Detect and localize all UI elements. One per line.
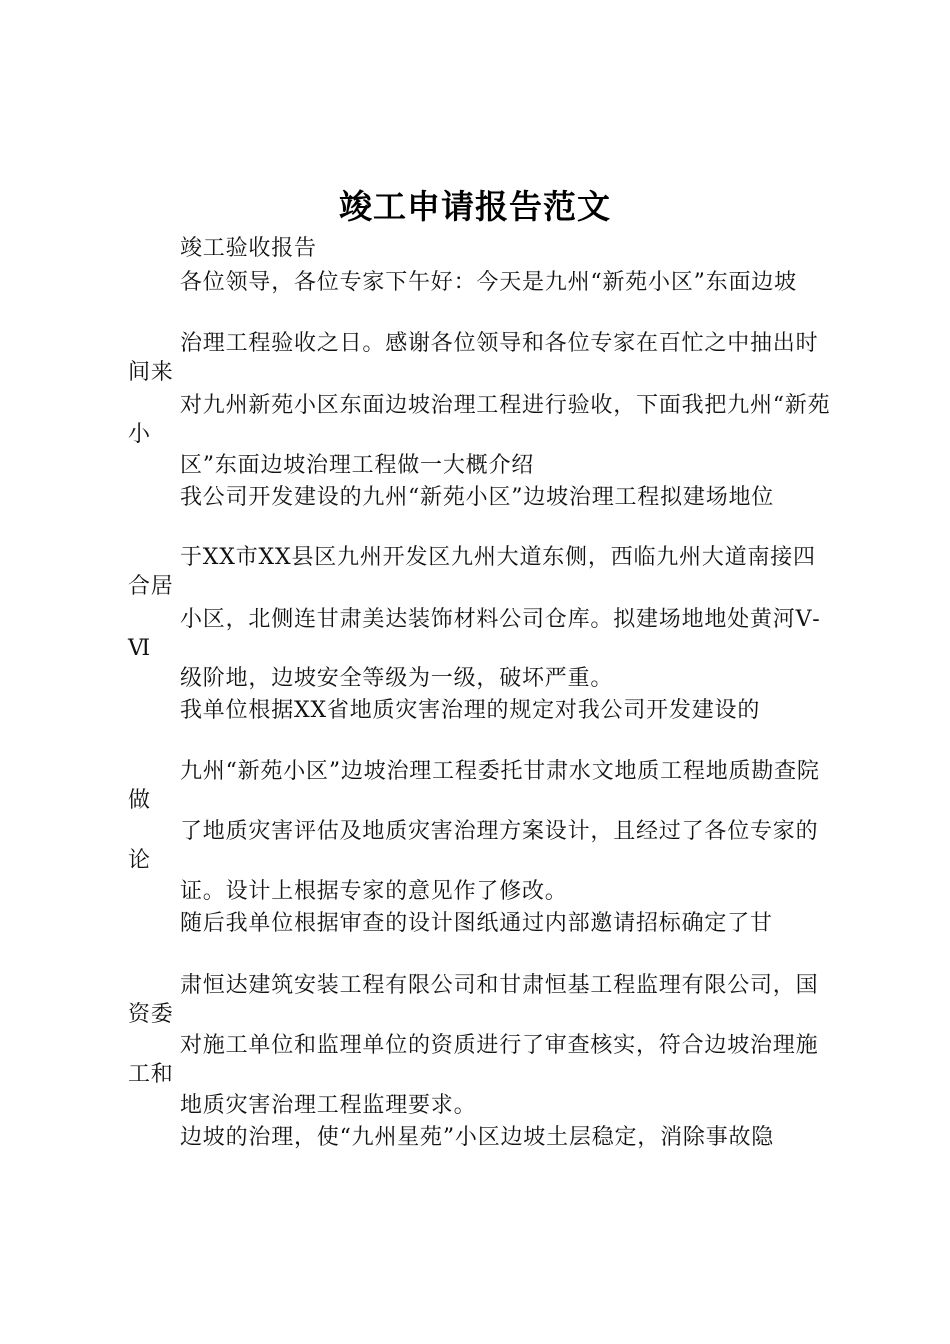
paragraph-12: 了地质灾害评估及地质灾害治理方案设计，且经过了各位专家的论 [128,819,819,873]
paragraph-1: 竣工验收报告 [180,236,317,261]
paragraph-15: 肃恒达建筑安装工程有限公司和甘肃恒基工程监理有限公司，国资委 [128,973,819,1027]
paragraph-6: 我公司开发建设的九州“新苑小区”边坡治理工程拟建场地位 [180,485,775,510]
paragraph-7: 于XX市XX县区九州开发区九州大道东侧，西临九州大道南接四合居 [128,545,816,599]
paragraph-5: 区”东面边坡治理工程做一大概介绍 [180,453,535,478]
paragraph-18: 边坡的治理，使“九州星苑”小区边坡土层稳定，消除事故隐 [180,1125,775,1150]
paragraph-2: 各位领导，各位专家下午好：今天是九州“新苑小区”东面边坡 [180,270,797,295]
paragraph-13: 证。设计上根据专家的意见作了修改。 [180,879,568,904]
paragraph-14: 随后我单位根据审查的设计图纸通过内部邀请招标确定了甘 [180,911,773,936]
paragraph-4: 对九州新苑小区东面边坡治理工程进行验收，下面我把九州“新苑小 [128,393,831,447]
paragraph-11: 九州“新苑小区”边坡治理工程委托甘肃水文地质工程地质勘查院做 [128,759,820,813]
document-title: 竣工申请报告范文 [339,187,611,226]
paragraph-9: 级阶地，边坡安全等级为一级，破坏严重。 [180,666,614,691]
paragraph-10: 我单位根据XX省地质灾害治理的规定对我公司开发建设的 [180,698,761,723]
paragraph-16: 对施工单位和监理单位的资质进行了审查核实，符合边坡治理施工和 [128,1033,819,1087]
paragraph-17: 地质灾害治理工程监理要求。 [180,1093,477,1118]
paragraph-3: 治理工程验收之日。感谢各位领导和各位专家在百忙之中抽出时间来 [128,331,819,385]
paragraph-8: 小区，北侧连甘肃美达装饰材料公司仓库。拟建场地地处黄河Ⅴ-Ⅵ [128,607,821,661]
